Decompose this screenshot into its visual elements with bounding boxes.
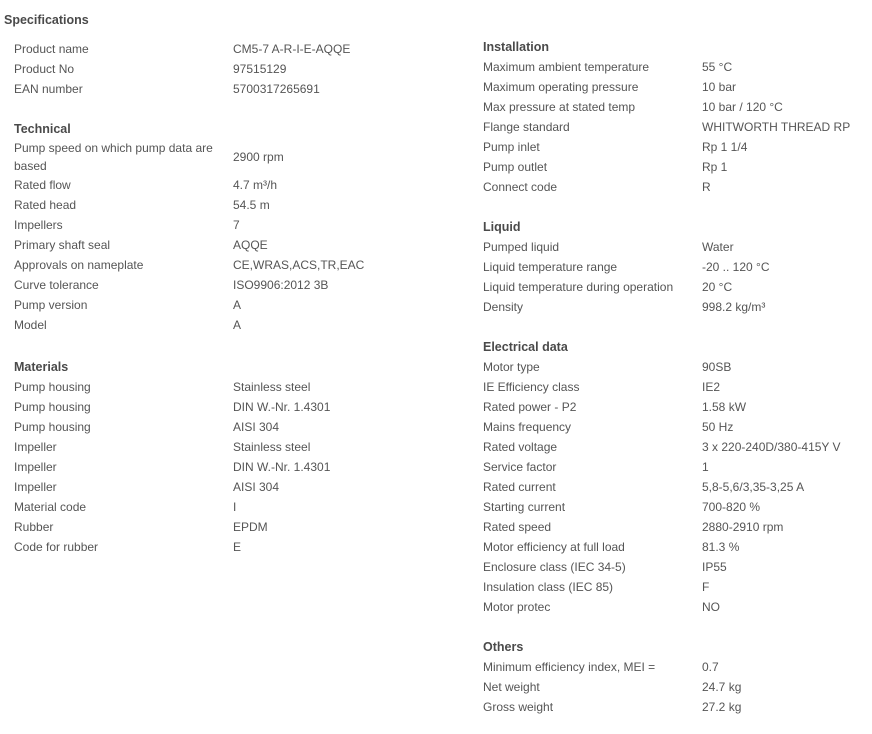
spec-label: Impeller <box>14 480 57 494</box>
spec-row <box>483 77 868 97</box>
spec-value: 50 Hz <box>702 420 734 434</box>
spec-row <box>14 255 474 275</box>
spec-row <box>14 377 474 397</box>
spec-row <box>483 557 868 577</box>
spec-label: Pump inlet <box>483 140 540 154</box>
spec-label: IE Efficiency class <box>483 380 580 394</box>
spec-row <box>14 215 474 235</box>
spec-label: Rated flow <box>14 178 71 192</box>
section-title-installation: Installation <box>483 40 549 54</box>
spec-label: Primary shaft seal <box>14 238 111 252</box>
spec-value: 998.2 kg/m³ <box>702 300 766 314</box>
page-title: Specifications <box>4 13 89 27</box>
spec-row <box>14 315 474 335</box>
section-title-technical: Technical <box>14 122 71 136</box>
spec-value: WHITWORTH THREAD RP <box>702 120 851 134</box>
spec-row <box>14 59 474 79</box>
spec-value: E <box>233 540 242 554</box>
spec-label: Motor protec <box>483 600 551 614</box>
spec-label: Impeller <box>14 460 57 474</box>
spec-row <box>483 157 868 177</box>
spec-row <box>483 457 868 477</box>
spec-row <box>14 295 474 315</box>
section-title-materials: Materials <box>14 360 69 374</box>
liquid-section <box>483 217 868 317</box>
spec-row <box>483 117 868 137</box>
spec-label: Product No <box>14 62 75 76</box>
spec-label: Rated head <box>14 198 77 212</box>
section-title-liquid: Liquid <box>483 220 521 234</box>
spec-value: AQQE <box>233 238 268 252</box>
section-title-others: Others <box>483 640 524 654</box>
installation-section <box>483 37 868 197</box>
spec-row <box>483 677 868 697</box>
spec-value: 700-820 % <box>702 500 761 514</box>
spec-label: Model <box>14 318 47 332</box>
spec-value: Rp 1 <box>702 160 728 174</box>
spec-row <box>14 397 474 417</box>
spec-label: Pump housing <box>14 380 91 394</box>
spec-value: IP55 <box>702 560 727 574</box>
spec-value: DIN W.-Nr. 1.4301 <box>233 460 331 474</box>
spec-label: Gross weight <box>483 700 554 714</box>
spec-value: NO <box>702 600 720 614</box>
spec-label: Code for rubber <box>14 540 99 554</box>
spec-value: A <box>233 318 242 332</box>
spec-value: R <box>702 180 711 194</box>
spec-value: 4.7 m³/h <box>233 178 278 192</box>
spec-value: Stainless steel <box>233 380 311 394</box>
spec-value: IE2 <box>702 380 721 394</box>
spec-row <box>483 237 868 257</box>
spec-label: Rated voltage <box>483 440 558 454</box>
spec-row <box>483 437 868 457</box>
spec-row <box>483 97 868 117</box>
spec-label: Motor type <box>483 360 540 374</box>
spec-row <box>483 537 868 557</box>
spec-label: Rated current <box>483 480 556 494</box>
spec-row <box>483 697 868 717</box>
spec-value: 97515129 <box>233 62 287 76</box>
spec-label: Rubber <box>14 520 54 534</box>
spec-value: 10 bar <box>702 80 737 94</box>
spec-label: Net weight <box>483 680 540 694</box>
spec-row <box>14 437 474 457</box>
spec-row <box>483 357 868 377</box>
spec-row <box>14 39 474 59</box>
spec-row <box>14 175 474 195</box>
spec-row <box>483 177 868 197</box>
spec-label: Material code <box>14 500 87 514</box>
spec-value: 81.3 % <box>702 540 740 554</box>
spec-label: Enclosure class (IEC 34-5) <box>483 560 626 574</box>
spec-value: AISI 304 <box>233 420 280 434</box>
technical-section <box>14 119 474 335</box>
spec-label: Pump housing <box>14 420 91 434</box>
spec-row <box>483 277 868 297</box>
spec-value: Stainless steel <box>233 440 311 454</box>
spec-row <box>483 597 868 617</box>
spec-label: Starting current <box>483 500 566 514</box>
spec-label: Max pressure at stated temp <box>483 100 636 114</box>
spec-value: 1.58 kW <box>702 400 747 414</box>
spec-value: F <box>702 580 710 594</box>
spec-value: 20 °C <box>702 280 733 294</box>
spec-value: Rp 1 1/4 <box>702 140 748 154</box>
spec-row <box>14 79 474 99</box>
spec-value: AISI 304 <box>233 480 280 494</box>
spec-label: Pump outlet <box>483 160 548 174</box>
spec-label: Impellers <box>14 218 63 232</box>
electrical-section <box>483 337 868 617</box>
spec-label: Connect code <box>483 180 558 194</box>
spec-label: Curve tolerance <box>14 278 99 292</box>
spec-value: 3 x 220-240D/380-415Y V <box>702 440 841 454</box>
spec-value: ISO9906:2012 3B <box>233 278 329 292</box>
spec-label: Pump housing <box>14 400 91 414</box>
spec-label: Motor efficiency at full load <box>483 540 625 554</box>
spec-row <box>14 195 474 215</box>
spec-row <box>14 457 474 477</box>
spec-row <box>483 517 868 537</box>
spec-row <box>14 235 474 255</box>
spec-label: Pump version <box>14 298 88 312</box>
spec-row <box>483 257 868 277</box>
spec-value: 2900 rpm <box>233 150 284 164</box>
spec-row <box>14 537 474 557</box>
spec-label: Liquid temperature during operation <box>483 280 674 294</box>
spec-label: Maximum ambient temperature <box>483 60 650 74</box>
spec-value: 24.7 kg <box>702 680 742 694</box>
spec-label: Rated speed <box>483 520 552 534</box>
spec-label: Liquid temperature range <box>483 260 618 274</box>
spec-label: Rated power - P2 <box>483 400 577 414</box>
spec-value: 1 <box>702 460 709 474</box>
spec-row <box>14 517 474 537</box>
spec-row <box>14 417 474 437</box>
spec-value: 5,8-5,6/3,35-3,25 A <box>702 480 805 494</box>
spec-label: Impeller <box>14 440 57 454</box>
section-title-electrical: Electrical data <box>483 340 568 354</box>
spec-row <box>483 417 868 437</box>
spec-row <box>14 497 474 517</box>
spec-value: 10 bar / 120 °C <box>702 100 783 114</box>
spec-value: 2880-2910 rpm <box>702 520 784 534</box>
spec-value: CE,WRAS,ACS,TR,EAC <box>233 258 365 272</box>
spec-value: CM5-7 A-R-I-E-AQQE <box>233 42 351 56</box>
materials-section <box>14 357 474 557</box>
spec-row <box>14 275 474 295</box>
spec-value: 7 <box>233 218 240 232</box>
spec-row <box>14 477 474 497</box>
spec-label: Minimum efficiency index, MEI = <box>483 660 656 674</box>
spec-value: 90SB <box>702 360 732 374</box>
spec-value: 5700317265691 <box>233 82 320 96</box>
spec-value: Water <box>702 240 734 254</box>
spec-row <box>483 577 868 597</box>
spec-label: Maximum operating pressure <box>483 80 639 94</box>
spec-value: 55 °C <box>702 60 733 74</box>
spec-value: DIN W.-Nr. 1.4301 <box>233 400 331 414</box>
spec-value: EPDM <box>233 520 268 534</box>
spec-row <box>483 297 868 317</box>
spec-value: -20 .. 120 °C <box>702 260 770 274</box>
general-section <box>14 39 474 99</box>
spec-label: Pumped liquid <box>483 240 560 254</box>
spec-label: Flange standard <box>483 120 570 134</box>
spec-label: Insulation class (IEC 85) <box>483 580 614 594</box>
spec-label: EAN number <box>14 82 83 96</box>
spec-row <box>483 397 868 417</box>
spec-label: Product name <box>14 42 89 56</box>
spec-label: Approvals on nameplate <box>14 258 144 272</box>
spec-row <box>14 139 474 175</box>
spec-value: 27.2 kg <box>702 700 742 714</box>
spec-label: Mains frequency <box>483 420 572 434</box>
spec-row <box>483 657 868 677</box>
spec-value: A <box>233 298 242 312</box>
others-section <box>483 637 868 717</box>
spec-label: Pump speed on which pump data are based <box>14 141 213 173</box>
spec-value: 54.5 m <box>233 198 270 212</box>
spec-label: Density <box>483 300 524 314</box>
spec-row <box>483 497 868 517</box>
spec-value: I <box>233 500 237 514</box>
spec-row <box>483 477 868 497</box>
spec-value: 0.7 <box>702 660 719 674</box>
spec-row <box>483 137 868 157</box>
spec-label: Service factor <box>483 460 557 474</box>
spec-row <box>483 377 868 397</box>
spec-row <box>483 57 868 77</box>
